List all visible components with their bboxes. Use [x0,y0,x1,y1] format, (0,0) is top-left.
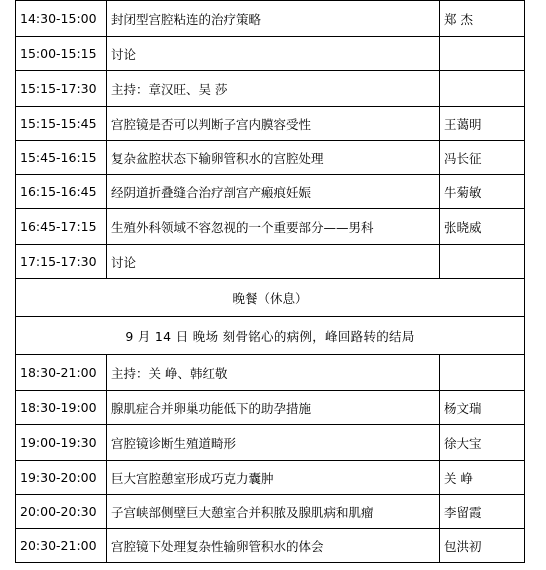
table-row [16,37,525,71]
speaker-cell: 冯长征 [440,141,525,175]
topic-cell: 巨大宫腔憩室形成巧克力囊肿 [107,461,440,495]
speaker-cell: 张晓威 [440,209,525,245]
time-cell: 17:15-17:30 [16,245,107,279]
dinner-label: 晚餐（休息） [16,279,525,317]
table-row [16,1,525,37]
table-row [16,425,525,461]
schedule-table [15,0,525,563]
table-row [16,529,525,563]
time-cell: 20:30-21:00 [16,529,107,563]
time-cell: 19:00-19:30 [16,425,107,461]
evening-header-row [16,317,525,355]
topic-cell: 讨论 [107,37,440,71]
table-row [16,107,525,141]
topic-cell: 宫腔镜下处理复杂性输卵管积水的体会 [107,529,440,563]
speaker-cell: 徐大宝 [440,425,525,461]
dinner-row [16,279,525,317]
topic-cell: 经阴道折叠缝合治疗剖宫产瘢痕妊娠 [107,175,440,209]
table-row [16,71,525,107]
table-row [16,209,525,245]
time-cell: 15:00-15:15 [16,37,107,71]
speaker-cell [440,37,525,71]
table-row [16,461,525,495]
speaker-cell: 关 峥 [440,461,525,495]
time-cell: 20:00-20:30 [16,495,107,529]
topic-cell: 讨论 [107,245,440,279]
time-cell: 19:30-20:00 [16,461,107,495]
table-row [16,355,525,391]
table-row [16,391,525,425]
speaker-cell [440,355,525,391]
speaker-cell: 牛菊敏 [440,175,525,209]
time-cell: 15:45-16:15 [16,141,107,175]
topic-cell: 复杂盆腔状态下输卵管积水的宫腔处理 [107,141,440,175]
speaker-cell: 王蔼明 [440,107,525,141]
speaker-cell: 杨文瑞 [440,391,525,425]
time-cell: 18:30-19:00 [16,391,107,425]
table-row [16,495,525,529]
time-cell: 16:45-17:15 [16,209,107,245]
speaker-cell: 李留霞 [440,495,525,529]
time-cell: 14:30-15:00 [16,1,107,37]
evening-session-title: 9 月 14 日 晚场 刻骨铭心的病例，峰回路转的结局 [16,317,525,355]
time-cell: 15:15-17:30 [16,71,107,107]
speaker-cell: 郑 杰 [440,1,525,37]
table-row [16,245,525,279]
table-row [16,141,525,175]
table-row [16,175,525,209]
time-cell: 15:15-15:45 [16,107,107,141]
time-cell: 18:30-21:00 [16,355,107,391]
topic-cell: 腺肌症合并卵巢功能低下的助孕措施 [107,391,440,425]
topic-cell: 主持：章汉旺、吴 莎 [107,71,440,107]
topic-cell: 子宫峡部侧壁巨大憩室合并积脓及腺肌病和肌瘤 [107,495,440,529]
topic-cell: 生殖外科领域不容忽视的一个重要部分——男科 [107,209,440,245]
time-cell: 16:15-16:45 [16,175,107,209]
speaker-cell: 包洪初 [440,529,525,563]
topic-cell: 宫腔镜是否可以判断子宫内膜容受性 [107,107,440,141]
topic-cell: 主持：关 峥、韩红敬 [107,355,440,391]
speaker-cell [440,71,525,107]
topic-cell: 封闭型宫腔粘连的治疗策略 [107,1,440,37]
speaker-cell [440,245,525,279]
topic-cell: 宫腔镜诊断生殖道畸形 [107,425,440,461]
